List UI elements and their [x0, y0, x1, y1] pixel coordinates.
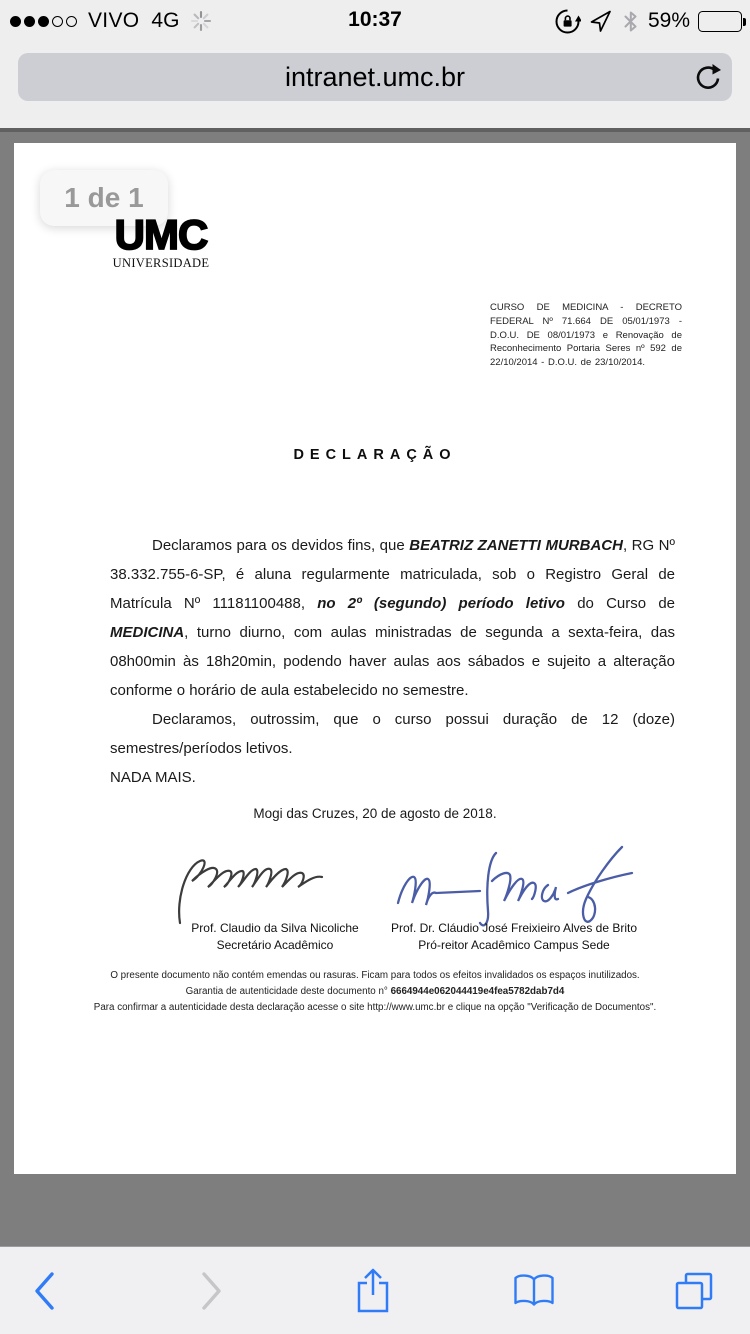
document-footer	[14, 968, 736, 1016]
page-indicator: 1 de 1	[40, 170, 168, 226]
network-type-label: 4G	[151, 9, 180, 32]
url-field[interactable]	[18, 53, 732, 101]
rotation-lock-icon	[554, 8, 581, 35]
bookmarks-button[interactable]	[499, 1247, 569, 1334]
document-body	[110, 531, 675, 792]
footer-line-3: Para confirmar a autenticidade desta declaração acesse o site http://www.umc.br e clique na opção "Verificação de Documentos".	[93, 1002, 657, 1013]
safari-top-chrome	[0, 0, 750, 128]
battery-percent-label: 59%	[647, 9, 690, 32]
signatory-name: Prof. Claudio da Silva Nicoliche	[191, 921, 359, 935]
body-paragraph: Declaramos, outrossim, que o curso possui duração de 12 (doze) semestres/períodos letivos.	[110, 711, 675, 757]
location-icon	[589, 9, 613, 33]
bluetooth-icon	[621, 9, 640, 34]
body-paragraph: Declaramos para os devidos fins, que BEATRIZ ZANETTI MURBACH, RG Nº 38.332.755-6-SP, é aluna regularmente matriculada, sob o Registro Geral de Matrícula Nº 11181100488, no 2º (segundo) período letivo do Curso de MEDICINA, turno diurno, com aulas ministradas de segunda a sexta-feira, das 08h00min às 18h20min, podendo haver aulas aos sábados e sujeito a alteração conforme o horário de aula estabelecido no semestre.	[110, 537, 676, 699]
umc-logo-subtitle: UNIVERSIDADE	[112, 256, 210, 270]
signatory-name: Prof. Dr. Cláudio José Freixieiro Alves de Brito	[390, 921, 638, 935]
document-title: DECLARAÇÃO	[293, 447, 457, 463]
footer-line-2: Garantia de autenticidade deste documento n° 6664944e062044419e4fea5782dab7d4	[185, 986, 565, 997]
date-line: Mogi das Cruzes, 20 de agosto de 2018.	[253, 806, 497, 821]
authenticity-code: 6664944e062044419e4fea5782dab7d4	[390, 986, 565, 997]
share-button[interactable]	[338, 1247, 408, 1334]
status-bar	[0, 0, 750, 42]
tabs-button[interactable]	[659, 1247, 729, 1334]
forward-button[interactable]	[176, 1247, 246, 1334]
signatory-left	[164, 920, 386, 953]
signature-nicoliche	[164, 843, 356, 925]
body-paragraph: NADA MAIS.	[110, 769, 196, 786]
carrier-label: VIVO	[88, 9, 140, 32]
umc-logo-text: UMC	[114, 211, 208, 258]
umc-logo	[110, 211, 212, 271]
url-text: intranet.umc.br	[284, 61, 466, 92]
signatory-role: Pró-reitor Acadêmico Campus Sede	[418, 937, 610, 952]
battery-icon	[698, 11, 742, 32]
back-button[interactable]	[9, 1247, 79, 1334]
pdf-page	[14, 143, 736, 1174]
safari-bottom-toolbar	[0, 1246, 750, 1334]
pdf-scroll-area[interactable]	[0, 128, 750, 1246]
signatory-right	[370, 920, 658, 953]
footer-line-1: O presente documento não contém emendas ou rasuras. Ficam para todos os efeitos invalidados os espaços inutilizados.	[110, 970, 640, 981]
course-decree-note: CURSO DE MEDICINA - DECRETO FEDERAL Nº 71.664 DE 05/01/1973 - D.O.U. DE 08/01/1973 e Renovação de Reconhecimento Portaria Seres nº 592 de 22/10/2014 - D.O.U. de 23/10/2014.	[490, 302, 682, 369]
signatory-role: Secretário Acadêmico	[216, 937, 334, 952]
reload-button[interactable]	[692, 62, 722, 92]
clock-label: 10:37	[348, 8, 402, 31]
